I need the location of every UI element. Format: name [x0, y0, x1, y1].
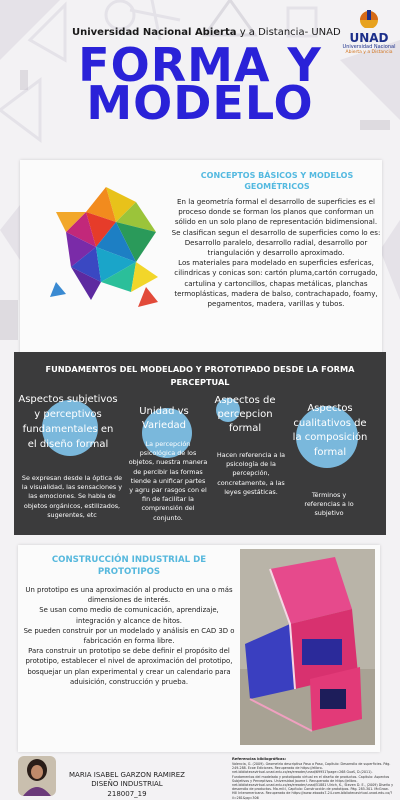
concepts-title: CONCEPTOS BÁSICOS Y MODELOS GEOMÉTRICOS	[200, 171, 354, 191]
logo-line2: Abierta y a Distancia	[345, 50, 393, 55]
logo-name: UNAD	[349, 31, 389, 45]
prototype-photo	[240, 549, 375, 745]
university-name-rest: y a Distancia- UNAD	[236, 27, 341, 38]
author-photo	[18, 756, 56, 796]
construction-paragraph: Se usan como medio de comunicación, aprendizaje, integración y alcance de hitos.	[39, 606, 219, 625]
fundamentals-title: FUNDAMENTOS DEL MODELADO Y PROTOTIPADO DESDE LA FORMA PERCEPTUAL	[45, 364, 355, 387]
low-poly-sphere-image	[46, 182, 166, 312]
concepts-paragraph: Los materiales para modelado en superficies esfericas, cilindricas y conicas son: cartón pluma,cartón corrugado, cartulina y cartoncillos, chapas metálicas, planchas termoplásticas, madera de balso, contrachapado, foamy, pegamentos, madera, varillas y tubos.	[174, 258, 378, 309]
construction-paragraph: Un prototipo es una aproximación al producto en una o más dimensiones de interés.	[25, 586, 233, 605]
author-name: MARIA ISABEL GARZON RAMIREZ	[69, 771, 185, 779]
university-name-bold: Universidad Nacional Abierta	[72, 27, 237, 38]
author-program: DISEÑO INDUSTRIAL	[91, 780, 163, 789]
page-title-line1: FORMA Y	[78, 38, 322, 92]
fundamentals-col3-heading: Aspectos de percepcion formal	[214, 395, 276, 434]
references-body: Valencia, G. (2009). Geometría descriptiva Paso a Paso, Capítulo: Desarrollo de superficies. Pág. 249-288. Ecoe Ediciones. Recuperado de https://elibro-net.bibliotecavirtual.unad.edu.co/es/ereader/unad/69951?page=268 Guaš, D.(2011). Fundamentos del modelado y prototipado virtual en el diseño de productos. Capitulo: Aspectos Subjetivos y Perceptivos. Universidad Jaume I. Recuperado de https://elibro-net.bibliotecavirtual.unad.edu.co/es/ereader/unad/51881 Ulrich, K., Steven D. E., (2009) Diseño y desarrollo de productos. Ma.mil:l, Capítulo: Construcción de prototipos. Pág. 285-301. McGraw-Hill Interamericana. Recuperado de https://www-ebooks7-24-com.bibliotecavirtual.unad.edu.co/?il=281&pg=306	[232, 762, 394, 800]
fundamentals-col4-body: Términos y referencias a lo subjetivo	[304, 491, 354, 518]
construction-paragraph: Para construir un prototipo se debe definir el propósito del prototipo, establecer el nivel de aproximación del prototipo, bosquejar un plan experimental y crear un calendario para aduisición, construcción y prueba.	[25, 647, 233, 686]
fundamentals-col1-heading: Aspectos subjetivos y perceptivos fundamentales en el diseño formal	[18, 394, 118, 450]
concepts-paragraph: En la geometría formal el desarrollo de superficies es el proceso donde se forman los planos que conforman un sólido en un solo plano de representación bidimensional.	[174, 197, 378, 227]
construction-title: CONSTRUCCIÓN INDUSTRIAL DE PROTOTIPOS	[51, 555, 207, 577]
author-avatar-icon	[18, 756, 56, 796]
author-code: 218007_19	[107, 789, 147, 798]
construction-paragraph: Se pueden construir por un modelado y análisis en CAD 3D o fabricación en forma libre.	[23, 626, 235, 646]
fundamentals-col2-body: La percepción psicológica de los objetos, nuestra manera de percibir las formas tiende a unificar partes y agru par rasgos con el fin de facilitar la comprensión del conjunto.	[128, 440, 208, 522]
concepts-body	[170, 197, 382, 309]
construction-body	[22, 585, 236, 687]
logo-line1: Universidad Nacional	[342, 44, 396, 50]
fundamentals-col2-heading: Unidad vs Variedad	[139, 406, 189, 431]
unad-logo-emblem-icon	[354, 8, 384, 28]
university-name	[72, 27, 341, 38]
references-title: Referencias bibliográficas:	[232, 757, 287, 761]
concepts-paragraph: Se clasifican segun el desarrollo de superficies como lo es: Desarrollo paralelo, desarrollo radial, desarrollo por triangulación y desarrollo aproximado.	[171, 227, 381, 258]
author-info	[60, 771, 194, 799]
fundamentals-col1-body: Se expresan desde la óptica de la visualidad, las sensaciones y las emociones. Se habla de objetos orgánicos, estilizados, sugerentes, etc	[21, 474, 123, 519]
fundamentals-col4-heading: Aspectos cualitativos de la composición formal	[292, 403, 368, 458]
page-title-line2: MODELO	[86, 76, 314, 130]
fundamentals-col3-body: Hacen referencia a la psicología de la percepción, concretamente, a las leyes gestáticas.	[216, 451, 286, 496]
